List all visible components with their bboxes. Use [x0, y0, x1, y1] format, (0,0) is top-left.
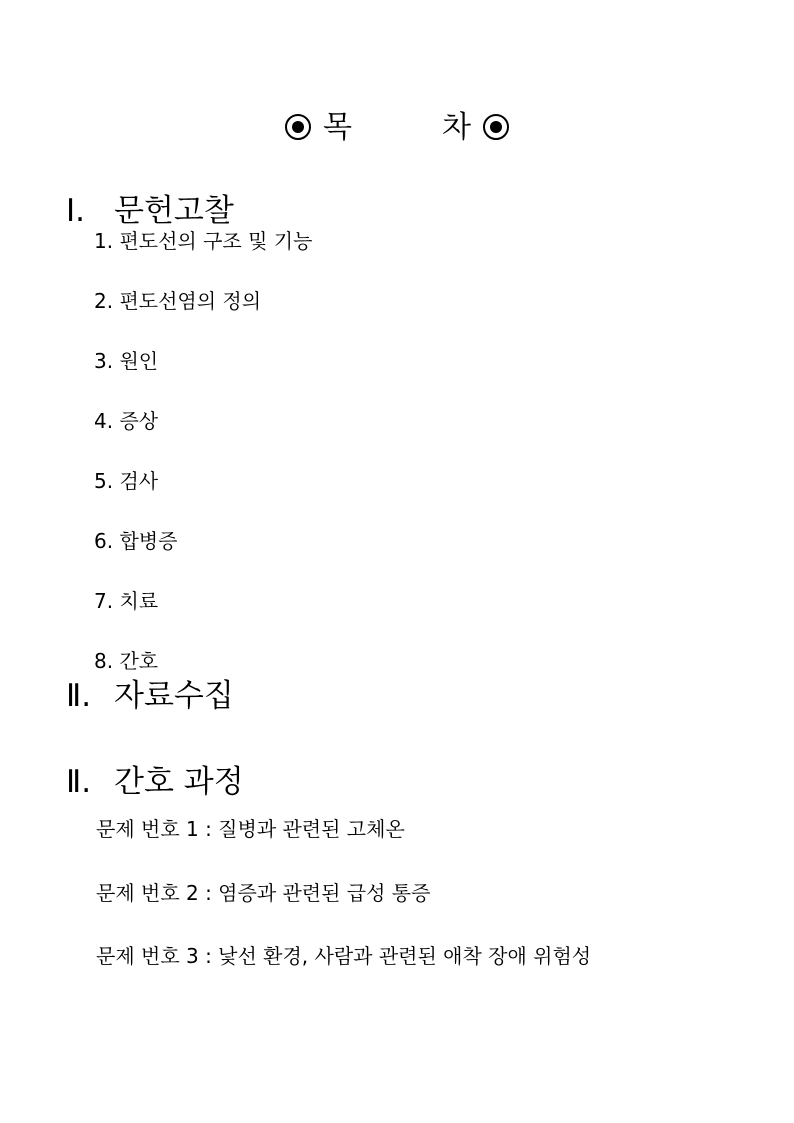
toc-item: 1. 편도선의 구조 및 기능 — [94, 229, 313, 253]
section-number: Ⅱ. — [66, 678, 92, 714]
toc-title — [0, 108, 794, 148]
section-label: 간호 과정 — [114, 764, 244, 800]
circle-bullet-icon — [285, 114, 311, 140]
toc-item: 5. 검사 — [94, 469, 159, 493]
section-heading — [66, 676, 234, 716]
toc-title-part2: 차 — [442, 110, 471, 145]
circle-bullet-icon — [483, 114, 509, 140]
section-number: Ⅱ. — [66, 764, 92, 800]
nursing-problem-item: 문제 번호 1 : 질병과 관련된 고체온 — [96, 817, 405, 841]
section-number: Ⅰ. — [66, 193, 85, 229]
toc-item: 6. 합병증 — [94, 529, 178, 553]
nursing-problem-item: 문제 번호 3 : 낯선 환경, 사람과 관련된 애착 장애 위험성 — [96, 944, 592, 968]
section-label: 문헌고찰 — [114, 193, 234, 229]
toc-item: 2. 편도선염의 정의 — [94, 289, 262, 313]
toc-item: 3. 원인 — [94, 349, 159, 373]
nursing-problem-item: 문제 번호 2 : 염증과 관련된 급성 통증 — [96, 881, 431, 905]
toc-item: 8. 간호 — [94, 649, 159, 673]
section-label: 자료수집 — [114, 678, 234, 714]
section-heading — [66, 191, 234, 231]
section-heading — [66, 762, 244, 802]
toc-item: 7. 치료 — [94, 589, 159, 613]
toc-item: 4. 증상 — [94, 409, 159, 433]
toc-title-part1: 목 — [323, 110, 352, 145]
